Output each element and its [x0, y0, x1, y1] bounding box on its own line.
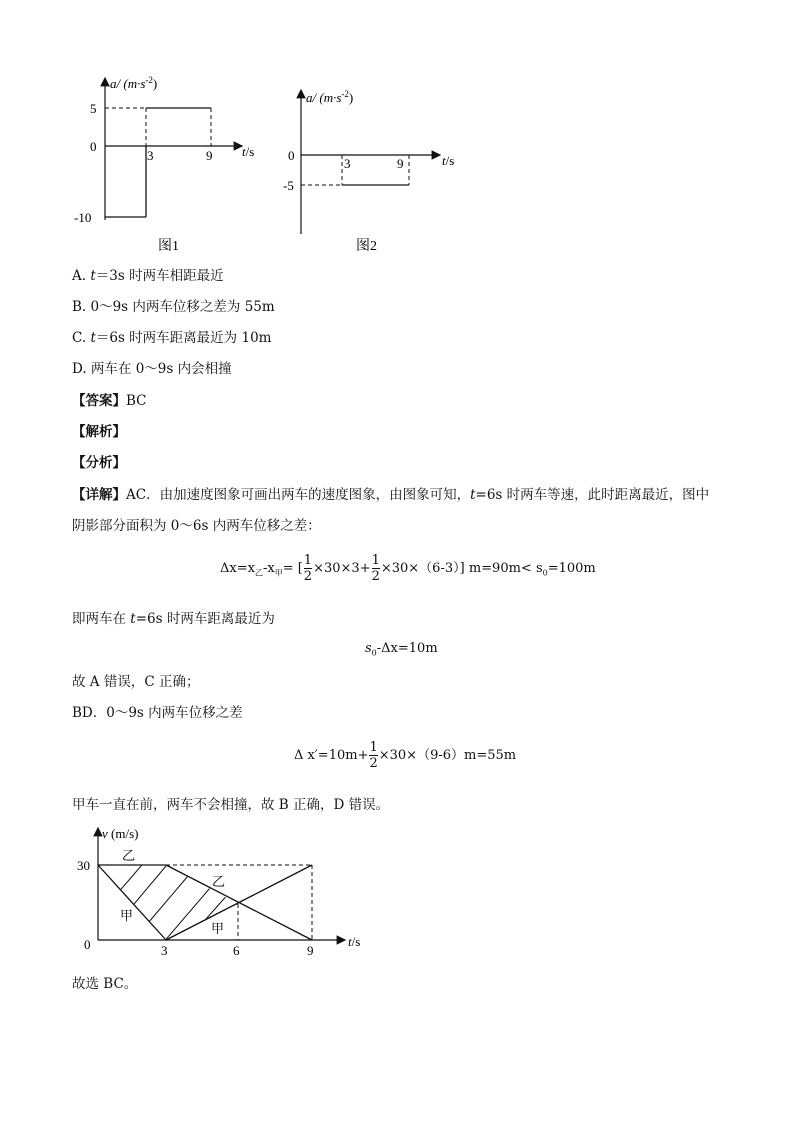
formula-displacement-0-9: Δ x′=10m+ $\frac{1}{2}$ ×30×（9-6）m=55m	[294, 740, 517, 771]
y-axis-label: a/ $(m\cdot s^{-2})$	[306, 89, 354, 105]
tick-y-neg5: -5	[283, 178, 294, 193]
x-axis-label: t/s	[348, 934, 361, 949]
closest-line: 即两车在 t=6s 时两车距离最近为	[72, 611, 275, 627]
tick-y-5: 5	[90, 101, 97, 116]
formula-displacement-difference: $\Delta x=x_乙-x_甲=$ [ $\frac{1}{2}$ ×30×3+ $\frac{1}{2}$ ×30×（6-3）] $m=90m< s_0=100m$	[220, 553, 596, 584]
fraction-half: $\frac{1}{2}$	[369, 740, 378, 771]
y-axis-label: a/ $(m\cdot s^{-2})$	[110, 75, 158, 91]
figure-caption: 图2	[356, 239, 377, 254]
final-answer: 故选 BC。	[72, 976, 138, 992]
figure-2-acceleration-graph	[280, 84, 470, 256]
x-axis-label: t/s	[242, 144, 255, 159]
y-axis-label: v (m/s)	[102, 826, 139, 841]
tick-y-0: 0	[288, 148, 295, 163]
fraction-half: $\frac{1}{2}$	[303, 553, 313, 584]
tick-x-3: 3	[147, 148, 154, 163]
fenxi-heading: 【分析】	[72, 455, 126, 471]
tick-x-9: 9	[397, 156, 404, 171]
option-b: B. 0～9s 内两车位移之差为 55m	[72, 299, 275, 315]
label-jia-mid: 甲	[211, 921, 225, 936]
tick-x-3: 3	[161, 943, 168, 958]
tick-y-0: 0	[84, 937, 91, 952]
figure-1-acceleration-graph	[70, 70, 280, 255]
figure-caption: 图1	[158, 239, 179, 254]
tick-x-3: 3	[344, 156, 351, 171]
tick-y-30: 30	[77, 858, 90, 873]
tick-y-neg10: -10	[74, 210, 92, 225]
label-yi-top: 乙	[122, 848, 136, 863]
formula-closest-distance: $s_0-\Delta x=10m$	[365, 641, 438, 658]
option-a: A. t＝3s 时两车相距最近	[72, 268, 224, 284]
option-d: D. 两车在 0～9s 内会相撞	[72, 361, 232, 377]
velocity-time-graph	[70, 822, 380, 962]
conclusion-bd: 甲车一直在前，两车不会相撞，故 B 正确，D 错误。	[72, 797, 390, 813]
conclusion-ac: 故 A 错误，C 正确；	[72, 674, 200, 690]
detail-line-1: 【详解】AC．由加速度图象可画出两车的速度图象，由图象可知，t=6s 时两车等速，此时距离最近，图中	[72, 487, 710, 503]
answer-line: 【答案】BC	[72, 393, 147, 409]
detail-line-2: 阴影部分面积为 0～6s 内两车位移之差：	[72, 518, 321, 534]
label-yi-mid: 乙	[212, 874, 226, 889]
fraction-half: $\frac{1}{2}$	[371, 553, 380, 584]
tick-y-0: 0	[90, 139, 97, 154]
x-axis-label: t/s	[442, 153, 455, 168]
jiexi-heading: 【解析】	[72, 424, 126, 440]
option-c: C. t＝6s 时两车距离最近为 10m	[72, 330, 272, 346]
label-jia-left: 甲	[120, 908, 134, 923]
bd-line: BD．0～9s 内两车位移之差	[72, 705, 243, 721]
tick-x-9: 9	[206, 148, 213, 163]
tick-x-6: 6	[233, 943, 240, 958]
tick-x-9: 9	[307, 943, 314, 958]
